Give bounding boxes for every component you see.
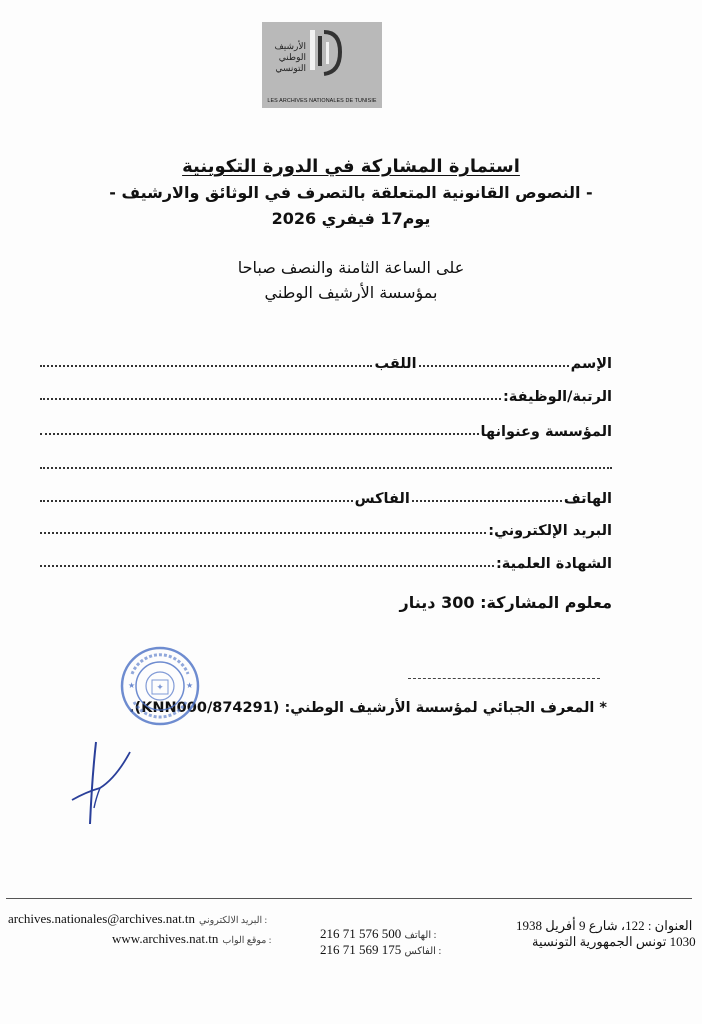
degree-field[interactable] xyxy=(40,565,494,567)
institution-field-line-2[interactable] xyxy=(40,467,612,469)
degree-row xyxy=(40,548,612,572)
fax-label: الفاكس xyxy=(354,491,410,507)
institution-label: المؤسسة وعنوانها xyxy=(480,424,612,440)
svg-text:✦: ✦ xyxy=(156,683,164,693)
archives-logo-mark-icon xyxy=(300,28,344,84)
tax-id-note: * المعرف الجبائي لمؤسسة الأرشيف الوطني: (874291/KNN000). xyxy=(129,700,607,716)
rank-field[interactable] xyxy=(40,398,501,400)
institution-field[interactable] xyxy=(40,433,479,435)
email-label: البريد الإلكتروني: xyxy=(488,523,612,539)
footer-fax-value: 216 71 569 175 xyxy=(320,942,402,957)
footer-phone-value: 216 71 576 500 xyxy=(320,926,402,941)
name-field[interactable] xyxy=(419,365,569,367)
surname-label: اللقب xyxy=(374,356,417,372)
institution-row xyxy=(40,416,612,440)
footer-website xyxy=(112,931,271,947)
footer-phone-key: الهاتف : xyxy=(404,930,437,941)
footer-fax-key: الفاكس : xyxy=(404,946,442,957)
logo-caption: LES ARCHIVES NATIONALES DE TUNISIE xyxy=(267,98,377,104)
course-date: يوم17 فيفري 2026 xyxy=(271,209,431,228)
form-title: استمارة المشاركة في الدورة التكوينية xyxy=(182,156,520,177)
course-subtitle: - النصوص القانونية المتعلقة بالتصرف في الوثائق والارشيف - xyxy=(109,183,593,202)
name-row xyxy=(40,348,612,372)
footer-email xyxy=(8,911,267,927)
logo-arabic-text: الأرشيف الوطني التونسي xyxy=(274,42,306,74)
footer-address-line-1: العنوان : 122، شارع 9 أفريل 1938 xyxy=(516,918,693,933)
rank-label: الرتبة/الوظيفة: xyxy=(503,389,612,405)
phone-field[interactable] xyxy=(412,500,562,502)
fax-field[interactable] xyxy=(40,500,353,502)
footer-fax xyxy=(320,942,441,958)
footer-website-value[interactable]: www.archives.nat.tn xyxy=(112,931,219,946)
phone-row xyxy=(40,483,612,507)
footer-phone xyxy=(320,926,436,942)
footer-divider xyxy=(6,898,692,899)
svg-text:★: ★ xyxy=(128,681,136,690)
footer-email-value[interactable]: archives.nationales@archives.nat.tn xyxy=(8,911,196,926)
signature-icon xyxy=(66,738,136,828)
surname-field[interactable] xyxy=(40,365,372,367)
course-time: على الساعة الثامنة والنصف صباحا xyxy=(237,258,465,277)
official-stamp-icon xyxy=(118,644,202,728)
participation-fee: معلوم المشاركة: 300 دينار xyxy=(399,593,612,612)
svg-text:★: ★ xyxy=(186,681,194,690)
degree-label: الشهادة العلمية: xyxy=(496,556,612,572)
email-field[interactable] xyxy=(40,532,486,534)
email-row xyxy=(40,515,612,539)
course-place: بمؤسسة الأرشيف الوطني xyxy=(264,283,438,302)
phone-label: الهاتف xyxy=(563,491,612,507)
footer-website-key: موقع الواب : xyxy=(222,936,272,946)
archives-logo xyxy=(262,22,382,108)
name-label: الإسم xyxy=(570,356,612,372)
separator-line xyxy=(408,678,600,679)
footer-address-line-2: 1030 تونس الجمهورية التونسية xyxy=(532,934,696,949)
footer-email-key: البريد الالكتروني : xyxy=(199,916,268,926)
rank-row xyxy=(40,381,612,405)
institution-row-2 xyxy=(40,450,612,474)
